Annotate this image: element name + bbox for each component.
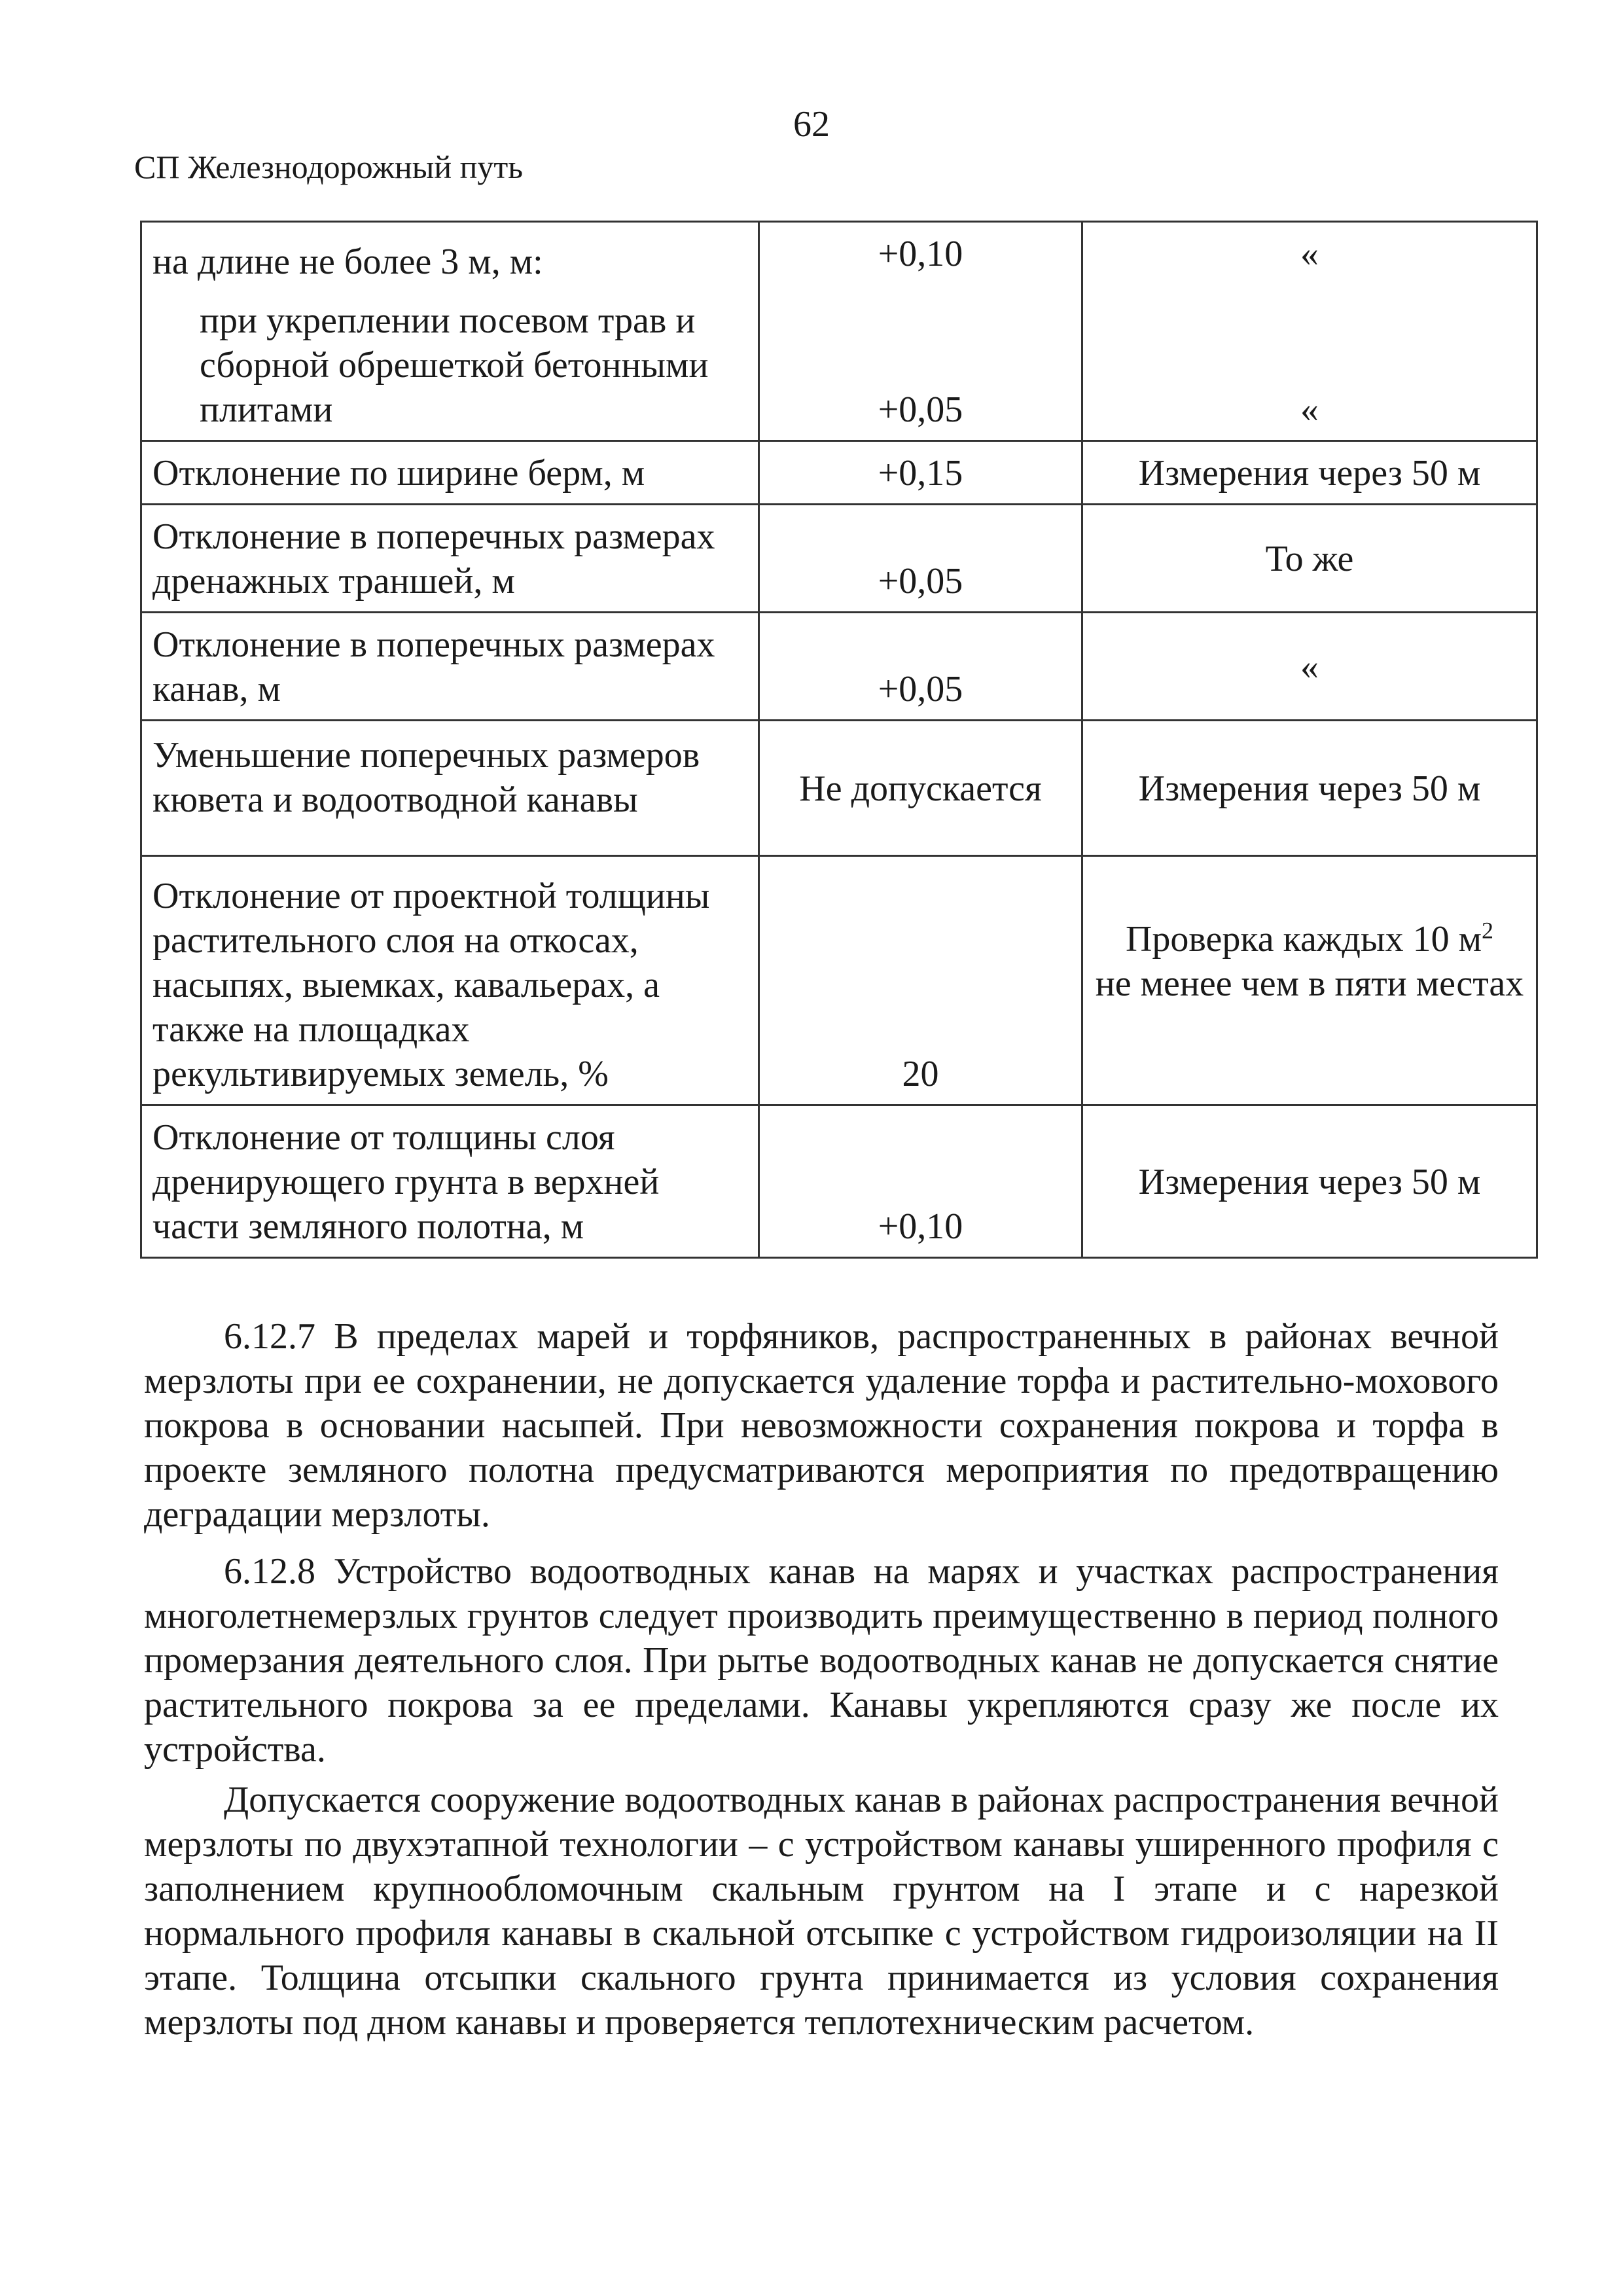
note-text: Измерения через 50 м — [1082, 441, 1537, 505]
note-text: Измерения через 50 м — [1082, 1105, 1537, 1258]
value-text: +0,05 — [759, 613, 1082, 721]
value-text: 20 — [759, 856, 1082, 1105]
table-row — [141, 505, 1537, 613]
note-text: То же — [1082, 505, 1537, 613]
table-cell-note — [1082, 856, 1537, 1105]
note-superscript: 2 — [1482, 917, 1494, 944]
note-text: Измерения через 50 м — [1082, 721, 1537, 856]
value-text: +0,10 — [759, 1105, 1082, 1258]
table-row — [141, 1105, 1537, 1258]
param-text: Отклонение от проектной толщины растительного слоя на откосах, насыпях, выемках, кавальерах, а также на площадках рекультивируемых земель, % — [141, 856, 759, 1105]
page-number: 62 — [793, 104, 830, 145]
note-text: « — [1082, 613, 1537, 721]
paragraph-text: Допускается сооружение водоотводных канав в районах распространения вечной мерзлоты по двухэтапной технологии – с устройством канавы уширенного профиля с заполнением крупнообломочным скальным грунтом на I этапе и с нарезкой нормального профиля канавы в скальной отсыпке с устройством гидроизоляции на II этапе. Толщина отсыпки скального грунта принимается из условия сохранения мерзлоты под дном канавы и проверяется теплотехническим расчетом. — [144, 1780, 1499, 2043]
param-text: Отклонение от толщины слоя дренирующего грунта в верхней части земляного полотна, м — [141, 1105, 759, 1258]
table-cell-note — [1082, 222, 1537, 441]
param-text: на длине не более 3 м, м: — [152, 242, 543, 282]
table-row — [141, 721, 1537, 856]
param-text: Отклонение в поперечных размерах канав, м — [141, 613, 759, 721]
table-cell-value — [759, 222, 1082, 441]
value-subtext: +0,05 — [878, 389, 963, 430]
note-text: « — [1300, 234, 1319, 274]
table-row — [141, 441, 1537, 505]
note-subtext: не менее чем в пяти местах — [1095, 963, 1524, 1004]
value-text: Не допускается — [759, 721, 1082, 856]
note-subtext: « — [1300, 389, 1319, 430]
param-text: Отклонение в поперечных размерах дренажных траншей, м — [141, 505, 759, 613]
paragraph-6-12-7 — [144, 1314, 1499, 1537]
paragraph-6-12-8 — [144, 1549, 1499, 1772]
param-text: Уменьшение поперечных размеров кювета и водоотводной канавы — [141, 721, 759, 856]
table-row — [141, 856, 1537, 1105]
param-subtext: при укреплении посевом трав и сборной обрешеткой бетонными плитами — [200, 300, 709, 430]
tolerance-table — [140, 221, 1538, 1259]
value-text: +0,15 — [759, 441, 1082, 505]
value-text: +0,10 — [878, 234, 963, 274]
paragraph-text: 6.12.8 Устройство водоотводных канав на марях и участках распространения многолетнемерзлых грунтов следует производить преимущественно в период полного промерзания деятельного слоя. При рытье водоотводных канав не допускается снятие растительного покрова за ее пределами. Канавы укрепляются сразу же после их устройства. — [144, 1551, 1499, 1770]
param-text: Отклонение по ширине берм, м — [141, 441, 759, 505]
table-cell-param — [141, 222, 759, 441]
value-text: +0,05 — [759, 505, 1082, 613]
paragraph-text: 6.12.7 В пределах марей и торфяников, распространенных в районах вечной мерзлоты при ее сохранении, не допускается удаление торфа и растительно-мохового покрова в основании насыпей. При невозможности сохранения покрова и торфа в проекте земляного полотна предусматриваются мероприятия по предотвращению деградации мерзлоты. — [144, 1316, 1499, 1535]
table-row — [141, 613, 1537, 721]
note-text: Проверка каждых 10 м — [1125, 919, 1482, 960]
table-row — [141, 222, 1537, 441]
paragraph-permission — [144, 1778, 1499, 2045]
document-header: СП Железнодорожный путь — [134, 149, 523, 185]
